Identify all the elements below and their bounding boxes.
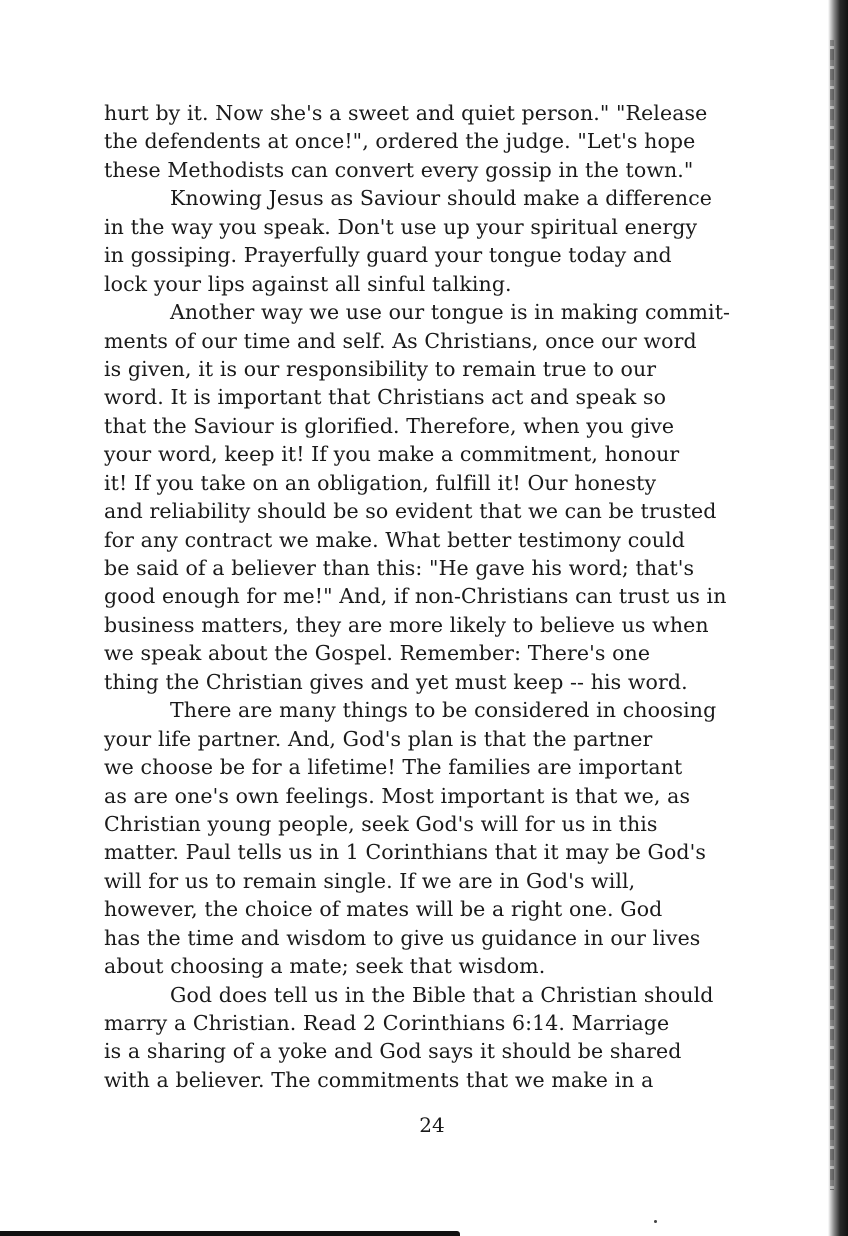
- text-line: that the Saviour is glorified. Therefore, when you give: [104, 413, 675, 438]
- text-line: your word, keep it! If you make a commitment, honour: [104, 442, 680, 467]
- text-line: word. It is important that Christians act and speak so: [104, 385, 667, 410]
- text-line: in gossiping. Prayerfully guard your tongue today and: [104, 243, 672, 268]
- text-line: good enough for me!" And, if non-Christians can trust us in: [104, 584, 727, 609]
- text-line: as are one's own feelings. Most important is that we, as: [104, 783, 691, 808]
- text-line: lock your lips against all sinful talking.: [104, 271, 512, 296]
- text-line: for any contract we make. What better testimony could: [104, 527, 685, 552]
- text-line: we speak about the Gospel. Remember: There's one: [104, 641, 651, 666]
- scan-edge-texture: [830, 40, 834, 1190]
- text-line: ments of our time and self. As Christians, once our word: [104, 328, 697, 353]
- text-line: the defendents at once!", ordered the judge. "Let's hope: [104, 129, 696, 154]
- text-line: marry a Christian. Read 2 Corinthians 6:14. Marriage: [104, 1011, 670, 1035]
- text-line: and reliability should be so evident that we can be trusted: [104, 499, 717, 524]
- text-line: has the time and wisdom to give us guidance in our lives: [104, 925, 701, 950]
- text-line: Christian young people, seek God's will for us in this: [104, 811, 658, 836]
- text-line: is a sharing of a yoke and God says it should be shared: [104, 1039, 682, 1064]
- text-line: however, the choice of mates will be a right one. God: [104, 897, 663, 922]
- text-line: in the way you speak. Don't use up your spiritual energy: [104, 214, 698, 239]
- body-text: [104, 99, 804, 1094]
- text-line: God does tell us in the Bible that a Christian should: [170, 982, 714, 1007]
- scan-edge-shadow-bottom: [0, 1231, 460, 1236]
- text-line: thing the Christian gives and yet must keep -- his word.: [104, 669, 688, 694]
- text-line: Knowing Jesus as Saviour should make a difference: [170, 186, 713, 211]
- text-line: with a believer. The commitments that we make in a: [104, 1067, 654, 1092]
- text-line: business matters, they are more likely to believe us when: [104, 612, 709, 637]
- scan-speck: [654, 1220, 657, 1223]
- text-line: we choose be for a lifetime! The families are important: [104, 755, 683, 780]
- text-line: be said of a believer than this: "He gave his word; that's: [104, 556, 695, 580]
- text-line: Another way we use our tongue is in making commit-: [170, 300, 731, 325]
- text-line: it! If you take on an obligation, fulfill it! Our honesty: [104, 470, 657, 495]
- text-line: these Methodists can convert every gossip in the town.": [104, 157, 694, 182]
- text-line: hurt by it. Now she's a sweet and quiet person." "Release: [104, 101, 708, 125]
- text-line: is given, it is our responsibility to remain true to our: [104, 356, 657, 381]
- page-number: 24: [419, 1113, 445, 1137]
- text-line: about choosing a mate; seek that wisdom.: [104, 954, 546, 979]
- text-line: matter. Paul tells us in 1 Corinthians that it may be God's: [104, 840, 707, 865]
- text-line: There are many things to be considered in choosing: [170, 698, 717, 723]
- text-line: will for us to remain single. If we are in God's will,: [104, 868, 636, 893]
- text-line: your life partner. And, God's plan is that the partner: [104, 726, 653, 751]
